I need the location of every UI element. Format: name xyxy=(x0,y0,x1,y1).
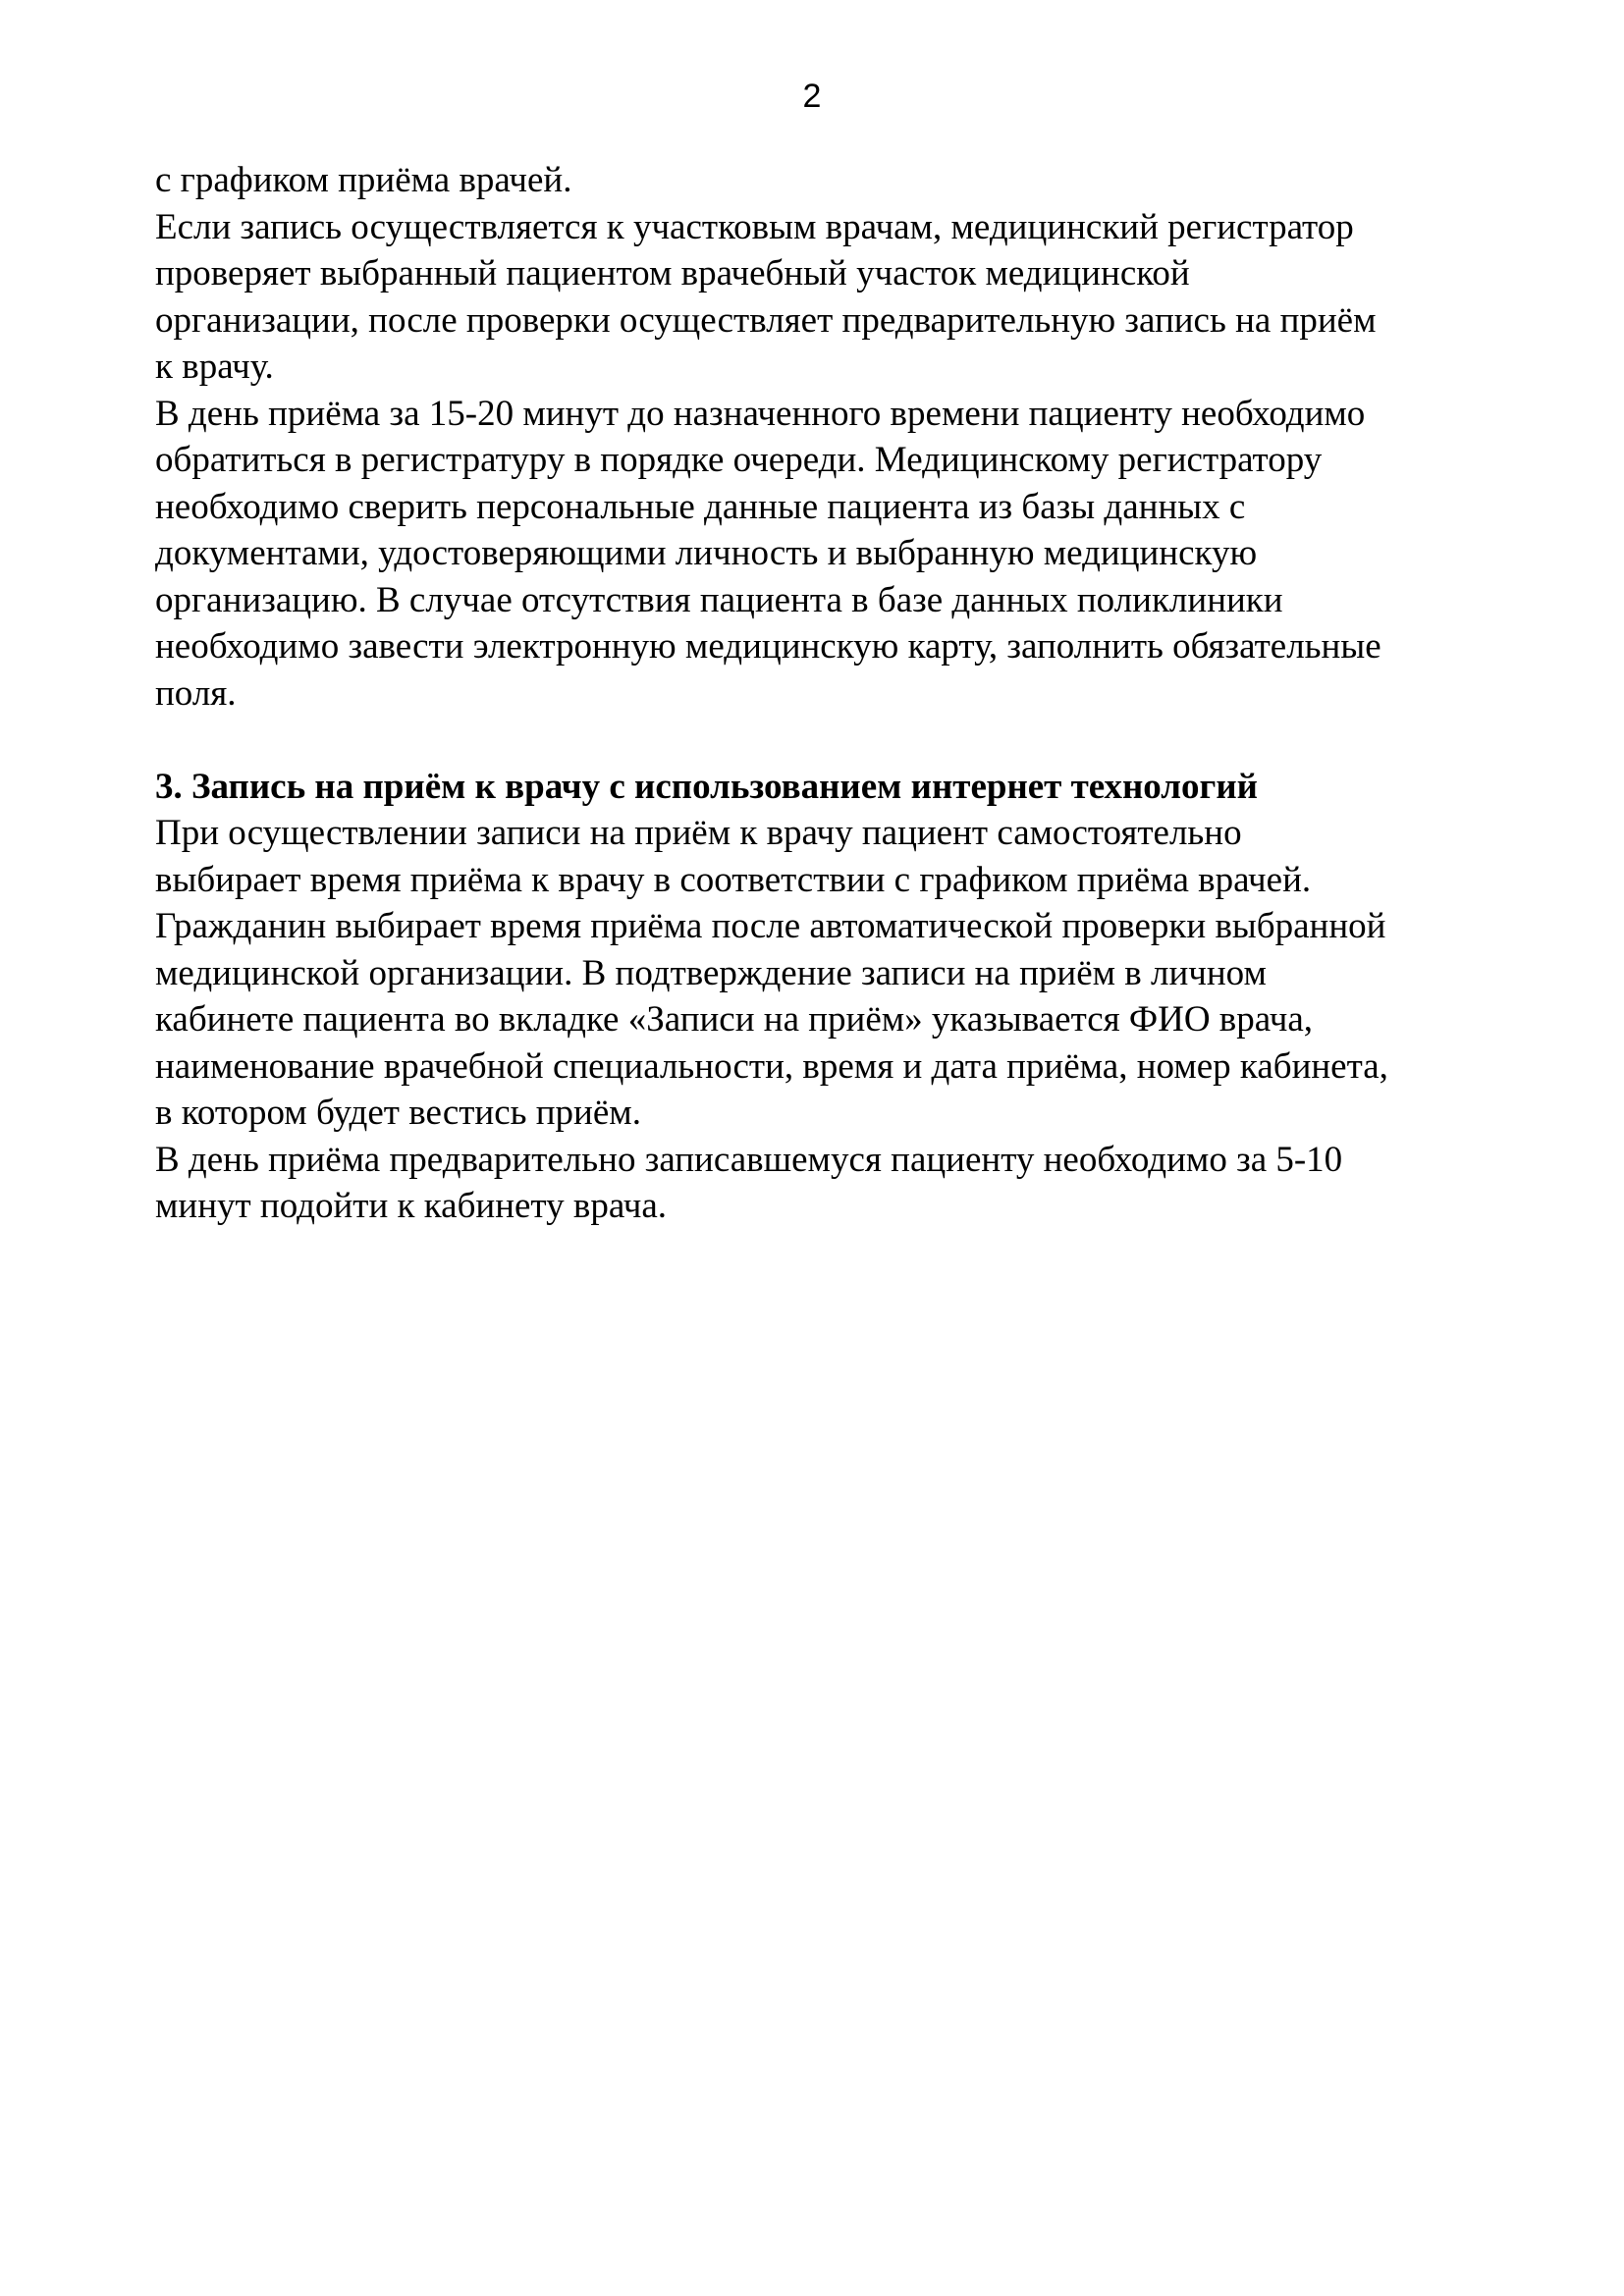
text-line: к врачу. xyxy=(155,347,274,387)
text-line: В день приёма предварительно записавшемуся пациенту необходимо за 5-10 xyxy=(155,1139,1343,1180)
page-number: 2 xyxy=(802,78,822,115)
text-line: Гражданин выбирает время приёма после автоматической проверки выбранной xyxy=(155,906,1386,946)
text-line: организацию. В случае отсутствия пациента в базе данных поликлиники xyxy=(155,579,1283,620)
document-body xyxy=(155,157,1569,1230)
text-line: При осуществлении записи на приём к врачу пациент самостоятельно xyxy=(155,813,1242,853)
text-line: организации, после проверки осуществляет предварительную запись на приём xyxy=(155,299,1377,341)
text-line: Если запись осуществляется к участковым врачам, медицинский регистратор xyxy=(155,206,1354,247)
text-line: В день приёма за 15-20 минут до назначенного времени пациенту необходимо xyxy=(155,393,1366,434)
text-line: обратиться в регистратуру в порядке очереди. Медицинскому регистратору xyxy=(155,440,1323,480)
text-line: выбирает время приёма к врачу в соответствии с графиком приёма врачей. xyxy=(155,859,1312,900)
text-line: необходимо завести электронную медицинскую карту, заполнить обязательные xyxy=(155,626,1381,667)
text-line: медицинской организации. В подтверждение записи на приём в личном xyxy=(155,952,1267,993)
text-line: документами, удостоверяющими личность и выбранную медицинскую xyxy=(155,533,1258,573)
section-3-heading: 3. Запись на приём к врачу с использованием интернет технологий xyxy=(155,766,1258,807)
text-line: минут подойти к кабинету врача. xyxy=(155,1186,668,1226)
text-line: кабинете пациента во вкладке «Записи на приём» указывается ФИО врача, xyxy=(155,999,1313,1040)
text-line: поля. xyxy=(155,672,237,714)
text-line: проверяет выбранный пациентом врачебный участок медицинской xyxy=(155,253,1190,294)
text-line: необходимо сверить персональные данные пациента из базы данных с xyxy=(155,486,1246,527)
text-line: наименование врачебной специальности, время и дата приёма, номер кабинета, xyxy=(155,1045,1388,1087)
text-line: в котором будет вестись приём. xyxy=(155,1093,641,1133)
section-1-text xyxy=(155,157,1569,717)
section-3 xyxy=(155,764,1569,1230)
text-line: с графиком приёма врачей. xyxy=(155,160,572,200)
paragraph-spacer xyxy=(155,717,1569,764)
